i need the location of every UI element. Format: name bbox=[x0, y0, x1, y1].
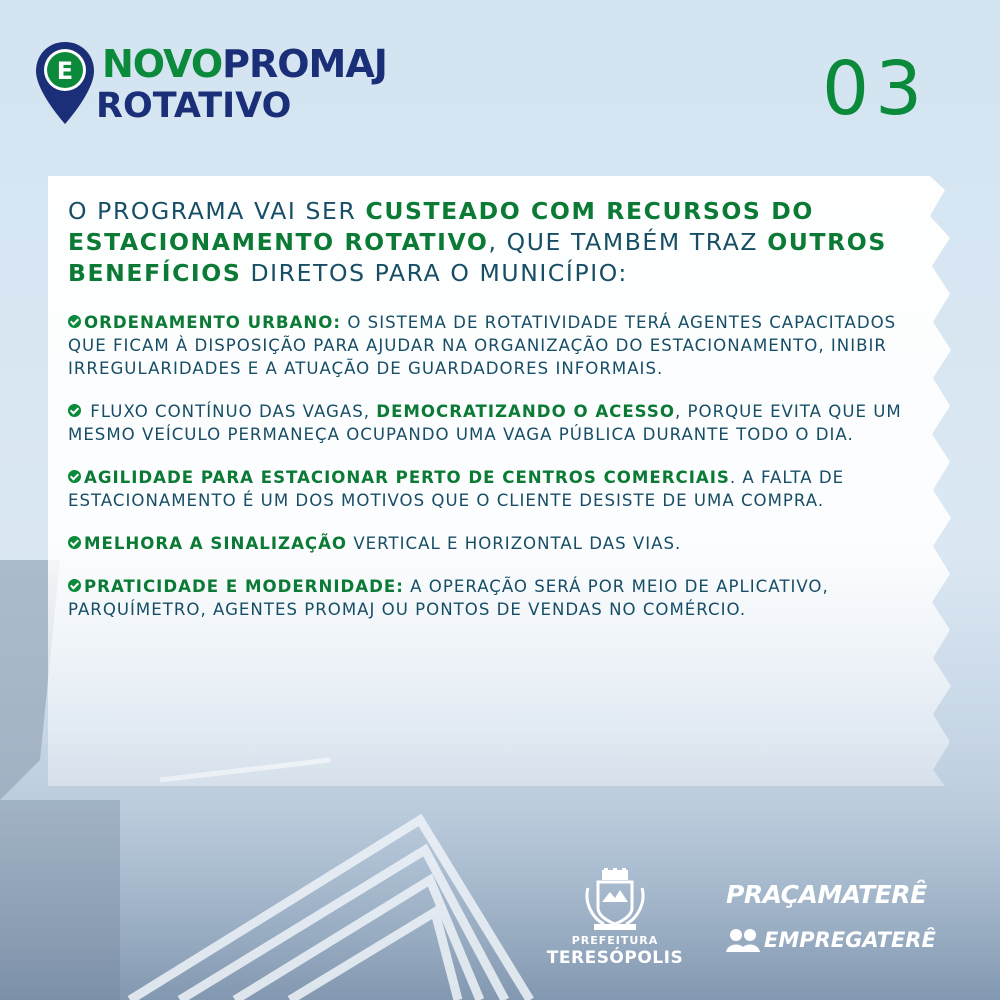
people-icon bbox=[726, 928, 760, 952]
check-circle-icon bbox=[68, 470, 81, 483]
benefit-item-ordenamento bbox=[68, 311, 938, 380]
check-circle-icon bbox=[68, 536, 81, 549]
benefit-title: ORDENAMENTO URBANO: bbox=[84, 313, 342, 332]
benefit-text: . A FALTA DE ESTACIONAMENTO É UM DOS MOTIVOS QUE O CLIENTE DESISTE DE UMA COMPRA. bbox=[68, 468, 845, 510]
prefeitura-label: PREFEITURA bbox=[571, 934, 659, 947]
check-circle-icon bbox=[68, 579, 81, 592]
page-number: 03 bbox=[822, 46, 929, 132]
benefit-item-praticidade bbox=[68, 575, 938, 621]
logo-badge: E bbox=[56, 57, 74, 85]
benefit-text: VERTICAL E HORIZONTAL DAS VIAS. bbox=[347, 534, 682, 553]
benefit-text: , PORQUE EVITA QUE UM MESMO VEÍCULO PERMANEÇA OCUPANDO UMA VAGA PÚBLICA DURANTE TODO O DIA. bbox=[68, 402, 902, 444]
content bbox=[68, 196, 938, 641]
intro-text-3: DIRETOS PARA O MUNICÍPIO: bbox=[241, 259, 628, 287]
intro-bold-1: CUSTEADO COM RECURSOS DO ESTACIONAMENTO ROTATIVO bbox=[68, 197, 814, 256]
pracamatere-logo: PRAÇAMATERÊ bbox=[726, 880, 927, 909]
benefit-item-agilidade bbox=[68, 466, 938, 512]
benefit-item-sinalizacao bbox=[68, 532, 938, 555]
logo-novo: NOVO bbox=[102, 42, 223, 86]
intro-text-1: O PROGRAMA VAI SER bbox=[68, 197, 366, 225]
logo-rotativo: ROTATIVO bbox=[96, 86, 292, 126]
benefit-text: O SISTEMA DE ROTATIVIDADE TERÁ AGENTES CAPACITADOS QUE FICAM À DISPOSIÇÃO PARA AJUDAR NA ORGANIZAÇÃO DO ESTACIONAMENTO, INIBIR IRREGULARIDADES E A ATUAÇÃO DE GUARDADORES INFORMAIS. bbox=[68, 313, 897, 378]
check-circle-icon bbox=[68, 404, 81, 417]
intro-bold-2: OUTROS BENEFÍCIOS bbox=[68, 228, 887, 287]
city-name: TERESÓPOLIS bbox=[546, 948, 684, 968]
prefeitura-teresopolis-logo bbox=[530, 868, 700, 978]
benefit-item-fluxo bbox=[68, 400, 938, 446]
benefit-title: AGILIDADE PARA ESTACIONAR PERTO DE CENTROS COMERCIAIS bbox=[84, 468, 730, 487]
benefit-text: A OPERAÇÃO SERÁ POR MEIO DE APLICATIVO, PARQUÍMETRO, AGENTES PROMAJ OU PONTOS DE VENDAS NO COMÉRCIO. bbox=[68, 577, 829, 619]
empregatere-text: EMPREGATERÊ bbox=[764, 928, 936, 952]
benefit-title: DEMOCRATIZANDO O ACESSO bbox=[376, 402, 675, 421]
location-pin-icon bbox=[34, 40, 96, 126]
logo-promaj: PROMAJ bbox=[222, 42, 387, 86]
check-circle-icon bbox=[68, 315, 81, 328]
logo-title bbox=[102, 42, 387, 86]
benefit-title: PRATICIDADE E MODERNIDADE: bbox=[84, 577, 404, 596]
intro-paragraph bbox=[68, 196, 938, 289]
benefit-title: MELHORA A SINALIZAÇÃO bbox=[84, 534, 348, 553]
city-crest-icon bbox=[582, 868, 648, 932]
benefit-pre: FLUXO CONTÍNUO DAS VAGAS, bbox=[84, 402, 377, 421]
novo-promaj-rotativo-logo bbox=[34, 40, 394, 130]
intro-text-2: , QUE TAMBÉM TRAZ bbox=[488, 228, 768, 256]
